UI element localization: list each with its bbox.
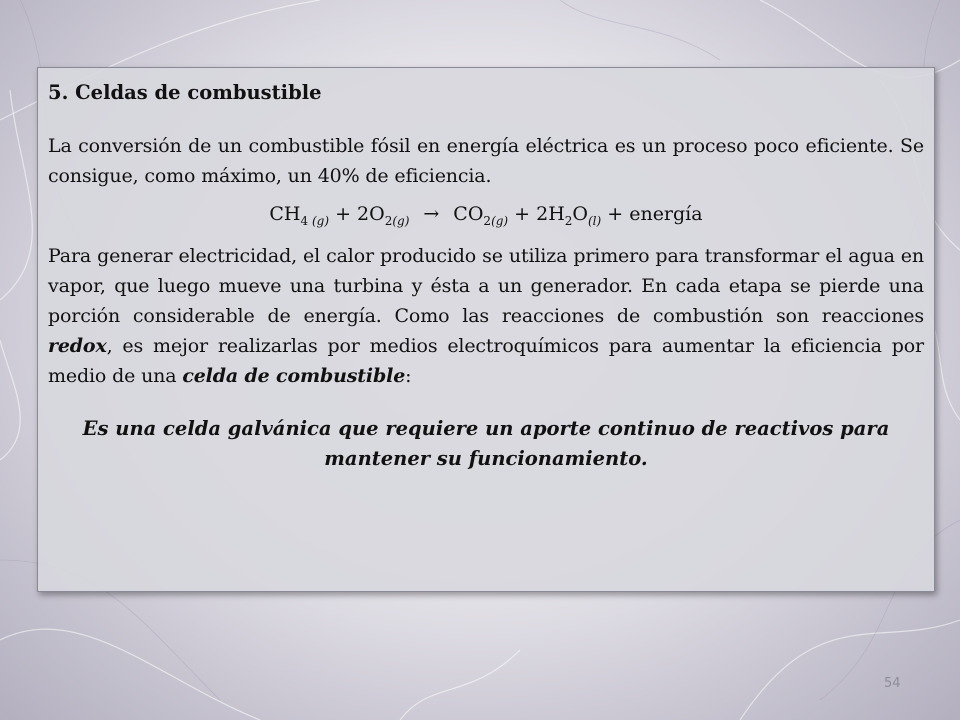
definition-text: Es una celda galvánica que requiere un aporte continuo de reactivos para mantener su funcionamiento. bbox=[82, 417, 890, 470]
eq-plus-2o: + 2O bbox=[335, 203, 385, 225]
eq-h2-sub: 2 bbox=[564, 213, 573, 228]
eq-ch-sub: 4 (g) bbox=[300, 213, 330, 228]
eq-o: O bbox=[572, 203, 588, 225]
celda-emphasis: celda de combustible bbox=[182, 365, 406, 387]
eq-co2-sub: 2(g) bbox=[483, 213, 509, 228]
reaction-arrow-icon: → bbox=[423, 203, 440, 225]
eq-ch: CH bbox=[269, 203, 301, 225]
eq-h2o-state: (l) bbox=[588, 213, 602, 228]
eq-o2-sub: 2(g) bbox=[384, 213, 410, 228]
eq-energy: + energía bbox=[607, 203, 703, 225]
redox-emphasis: redox bbox=[48, 335, 107, 357]
combustion-equation bbox=[48, 199, 924, 229]
content-box bbox=[37, 67, 935, 592]
page-number: 54 bbox=[884, 676, 901, 691]
eq-plus-2h: + 2H bbox=[514, 203, 565, 225]
slide-heading: 5. Celdas de combustible bbox=[48, 81, 322, 104]
explanation-paragraph: Para generar electricidad, el calor producido se utiliza primero para transformar el agua en vapor, que luego mueve una turbina y ésta a un generador. En cada etapa se pierde una porción considerable de energía. Como las reacciones de combustión son reacciones redox, es mejor realizarlas por medios electroquímicos para aumentar la eficiencia por medio de una celda de combustible: bbox=[48, 245, 924, 387]
eq-co: CO bbox=[453, 203, 484, 225]
intro-paragraph: La conversión de un combustible fósil en energía eléctrica es un proceso poco eficiente. Se consigue, como máximo, un 40% de eficiencia. bbox=[48, 135, 924, 187]
